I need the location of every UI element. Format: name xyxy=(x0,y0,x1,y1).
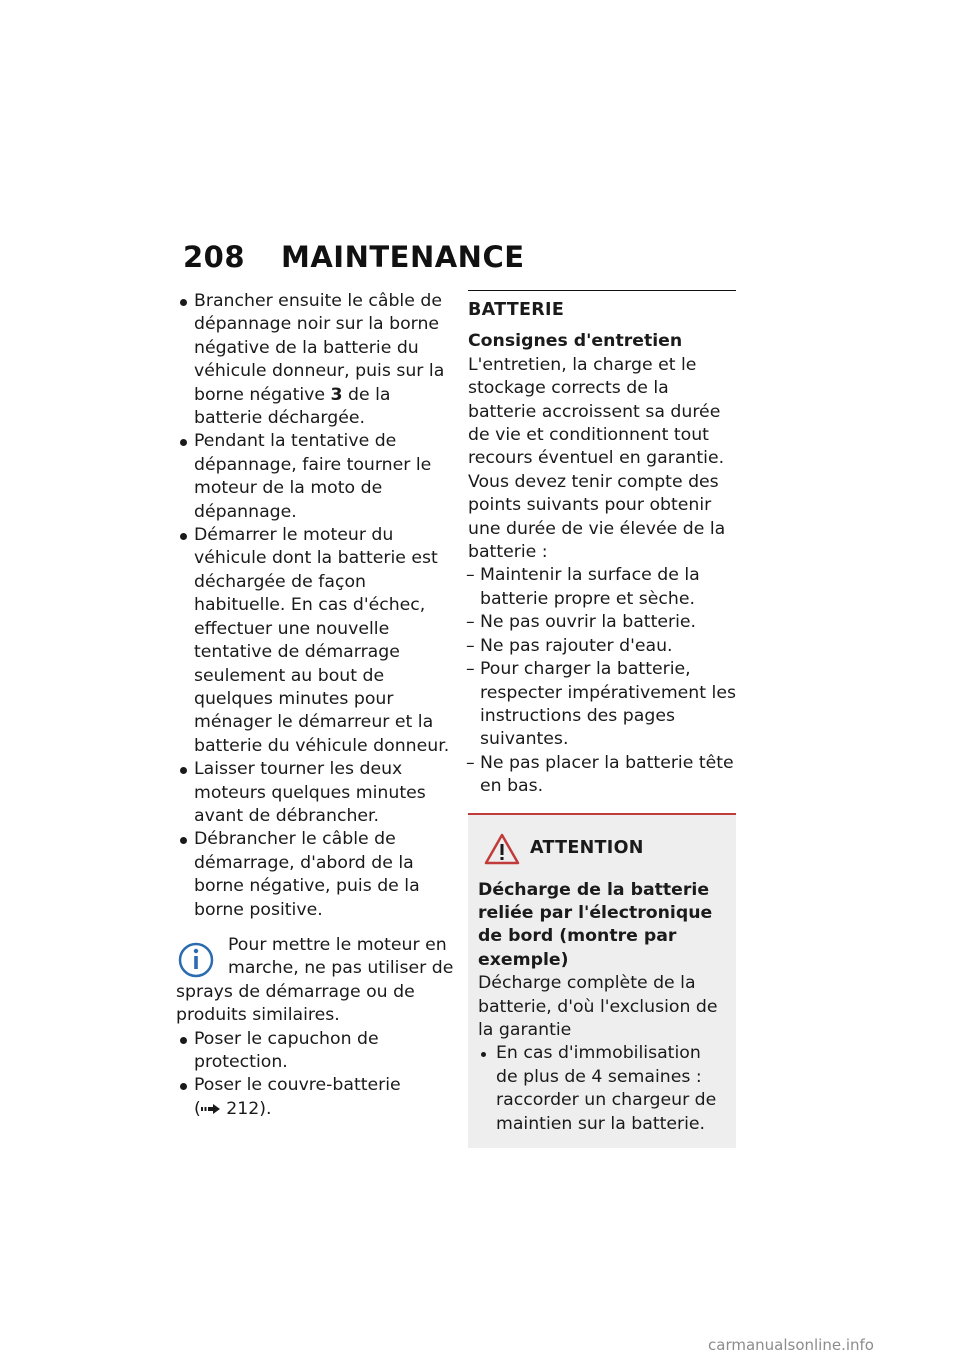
note-text: Pour mettre le moteur en marche, ne pas utiliser de sprays de démarrage ou de produits similaires. xyxy=(176,934,454,1026)
warning-box xyxy=(468,813,736,1148)
section-title: BATTERIE xyxy=(468,300,565,320)
page-number: 208 xyxy=(183,240,246,274)
warning-items xyxy=(478,1042,726,1136)
list-item: Pendant la tentative de dépannage, faire tourner le moteur de la moto de dépannage. xyxy=(176,430,454,524)
final-steps xyxy=(176,1028,454,1122)
section-divider xyxy=(468,290,736,291)
intro-paragraph: L'entretien, la charge et le stockage corrects de la batterie accroissent sa durée de vie et conditionnent tout recours éventuel en garantie. xyxy=(468,354,725,469)
maintenance-points xyxy=(468,564,736,798)
jump-start-steps xyxy=(176,290,454,922)
page-title: MAINTENANCE xyxy=(281,240,525,274)
warning-subtitle: Décharge de la batterie reliée par l'électronique de bord (montre par exemple) xyxy=(478,879,713,970)
list-item: – Ne pas placer la batterie tête en bas. xyxy=(468,752,736,799)
list-item: Laisser tourner les deux moteurs quelques minutes avant de débrancher. xyxy=(176,758,454,828)
list-item: Brancher ensuite le câble de dépannage noir sur la borne négative de la batterie du véhicule donneur, puis sur la borne négative 3 de la batterie déchargée. xyxy=(176,290,454,430)
list-item: Poser le couvre-batterie ( 212). xyxy=(176,1074,454,1121)
watermark: carmanualsonline.info xyxy=(708,1336,874,1354)
intro-paragraph-2: Vous devez tenir compte des points suivants pour obtenir une durée de vie élevée de la batterie : xyxy=(468,471,726,563)
left-column xyxy=(176,290,454,1121)
list-item: Poser le capuchon de protection. xyxy=(176,1028,454,1075)
list-item: – Maintenir la surface de la batterie propre et sèche. xyxy=(468,564,736,611)
info-icon xyxy=(176,936,222,980)
list-item: – Pour charger la batterie, respecter impérativement les instructions des pages suivantes. xyxy=(468,658,736,752)
page-header xyxy=(183,240,525,274)
right-column xyxy=(468,290,736,1148)
list-item: Démarrer le moteur du véhicule dont la batterie est déchargée de façon habituelle. En cas d'échec, effectuer une nouvelle tentative de démarrage seulement au bout de quelques minutes pour ménager le démarreur et la batterie du véhicule donneur. xyxy=(176,524,454,758)
warning-header xyxy=(478,833,726,865)
warning-body: Décharge complète de la batterie, d'où l'exclusion de la garantie xyxy=(478,973,718,1040)
list-item: – Ne pas ouvrir la batterie. xyxy=(468,611,736,634)
list-item: – Ne pas rajouter d'eau. xyxy=(468,635,736,658)
list-item: En cas d'immobilisation de plus de 4 semaines : raccorder un chargeur de maintien sur la batterie. xyxy=(478,1042,726,1136)
callout-number: 3 xyxy=(330,384,343,405)
page-ref: 212). xyxy=(226,1098,272,1119)
page-ref-arrow-icon xyxy=(201,1104,221,1114)
subsection-title: Consignes d'entretien xyxy=(468,331,683,352)
warning-triangle-icon xyxy=(484,833,520,865)
list-item: Débrancher le câble de démarrage, d'abord de la borne négative, puis de la borne positive. xyxy=(176,828,454,922)
info-note xyxy=(176,934,454,1028)
warning-label: ATTENTION xyxy=(530,837,644,858)
